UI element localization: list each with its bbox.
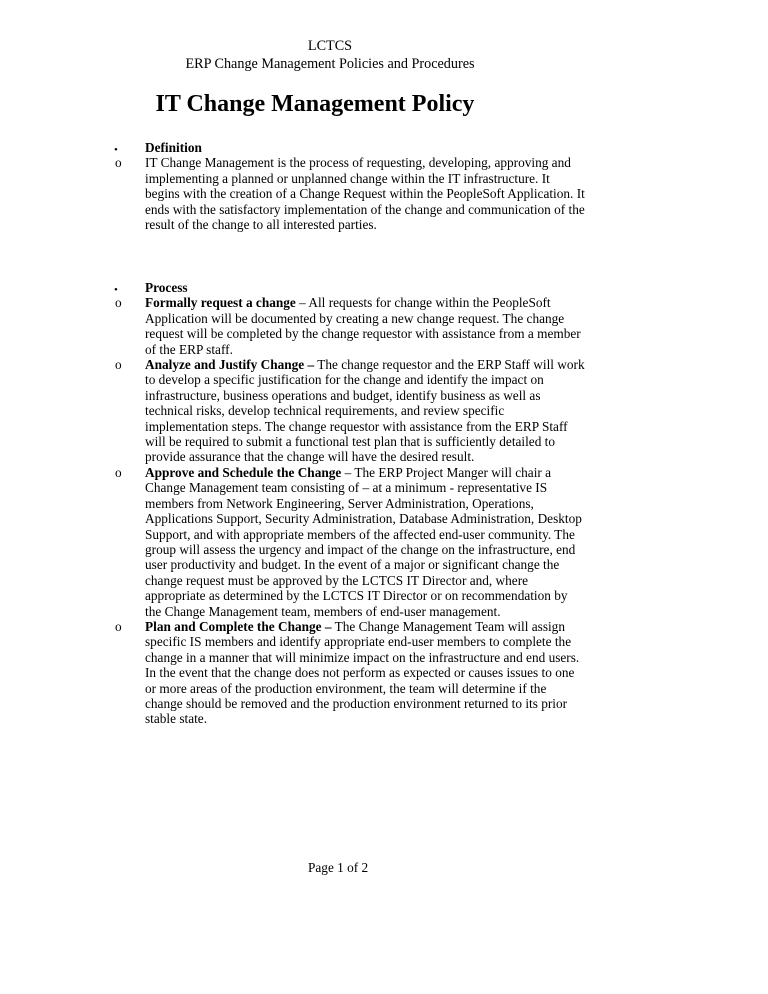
definition-text: IT Change Management is the process of requesting, developing, approving and implementing a planned or unplanned change within the IT infrastructure. It begins with the creation of a Change Request within the PeopleSoft Application. It ends with the satisfactory implementation of the change and communication of the result of the change to all interested parties. [145,155,585,233]
list-item [115,357,585,465]
list-item [115,295,585,357]
step-text: – The ERP Project Manger will chair a Change Management team consisting of – at a minimum - representative IS members from Network Engineering, Server Administration, Operations, Applications Support, Security Administration, Database Administration, Desktop Support, and with appropriate members of the affected end-user community. The group will assess the urgency and impact of the change on the infrastructure, end user productivity and budget. In the event of a major or significant change the change request must be approved by the LCTCS IT Director and, where appropriate as determined by the LCTCS IT Director or on recommendation by the Change Management team, members of end-user management. [145,464,582,619]
definition-list [115,155,585,232]
circle-bullet-icon: o [115,618,122,634]
circle-bullet-icon: o [115,357,122,373]
header-org: LCTCS [307,38,353,54]
list-item [115,155,585,232]
step-title: Analyze and Justify Change – [145,357,315,373]
circle-bullet-icon: o [115,295,122,311]
bullet-icon: • [114,144,118,156]
step-title: Formally request a change [145,295,296,311]
list-item [115,619,585,727]
step-text: – All requests for change within the PeopleSoft Application will be documented by creating a new change request. The change request will be completed by the change requestor with assistance from a member of the ERP staff. [145,295,581,357]
list-item [115,465,585,619]
document-header [0,37,660,73]
circle-bullet-icon: o [115,155,122,171]
definition-heading: Definition [145,140,202,155]
process-section [115,280,585,727]
circle-bullet-icon: o [115,464,122,480]
header-subtitle: ERP Change Management Policies and Procedures [185,56,475,72]
step-text: The change requestor and the ERP Staff will work to develop a specific justification for the change and identify the impact on infrastructure, business operations and budget, identify business as well as technical risks, develop technical requirements, and review specific implementation steps. The change requestor with assistance from the ERP Staff will be required to submit a functional test plan that is sufficiently detailed to provide assurance that the change will have the desired result. [145,357,585,465]
page-title: IT Change Management Policy [155,91,475,117]
step-text: The Change Management Team will assign specific IS members and identify appropriate end-user members to complete the change in a manner that will minimize impact on the infrastructure and end users. In the event that the change does not perform as expected or causes issues to one or more areas of the production environment, the team will determine if the change should be removed and the production environment returned to its prior stable state. [145,618,580,727]
step-title: Plan and Complete the Change – [145,618,332,634]
bullet-icon: • [114,284,118,296]
definition-section [115,140,585,233]
process-heading: Process [145,280,188,295]
page-number: Page 1 of 2 [308,860,369,875]
process-list [115,295,585,726]
step-title: Approve and Schedule the Change [145,464,342,480]
